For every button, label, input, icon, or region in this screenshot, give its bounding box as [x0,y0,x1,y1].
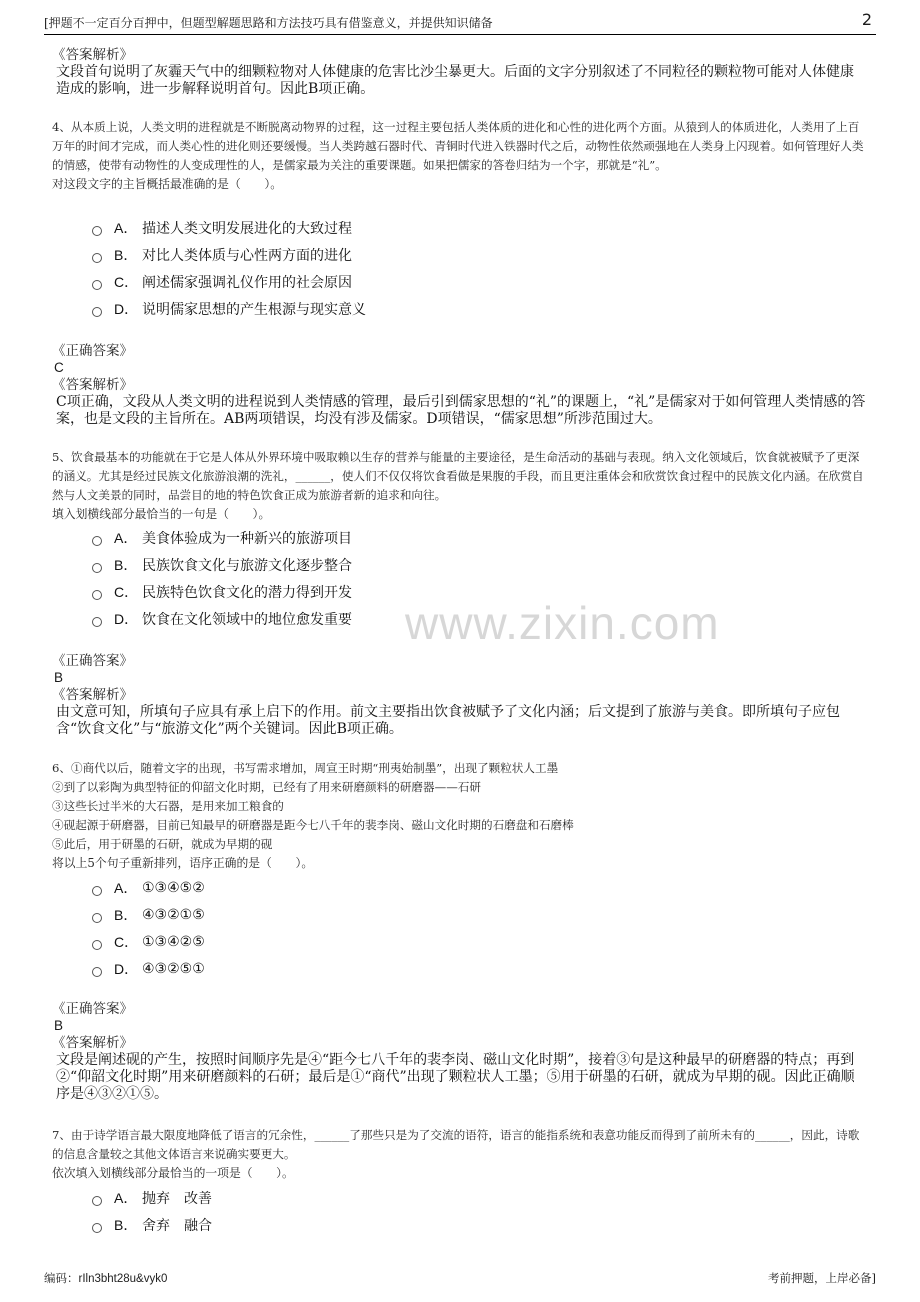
option-text: 抛弃 改善 [142,1190,212,1207]
question-6 [52,759,867,873]
q5-answer: B [54,670,64,685]
option-text: 饮食在文化领域中的地位愈发重要 [142,611,352,628]
q7-option-a[interactable] [92,1184,592,1211]
option-key: D． [114,610,139,627]
option-text: 舍弃 融合 [142,1217,212,1234]
q4-option-b[interactable] [92,241,592,268]
radio-icon[interactable] [92,913,102,923]
option-key: C． [114,273,139,290]
q6-line-5: ⑤此后，用于研墨的石研，就成为早期的砚 [52,837,273,851]
q4-answer-block [52,342,867,428]
q6-answer: B [54,1018,64,1033]
q6-options [92,874,592,982]
option-key: C． [114,583,139,600]
question-4 [52,118,867,194]
footer-slogan: 考前押题，上岸必备] [768,1271,876,1285]
radio-icon[interactable] [92,617,102,627]
radio-icon[interactable] [92,563,102,573]
option-text: 阐述儒家强调礼仪作用的社会原因 [142,274,352,291]
radio-icon[interactable] [92,1196,102,1206]
code-value: rIln3bht28u&vyk0 [78,1273,168,1285]
radio-icon[interactable] [92,590,102,600]
option-text: ①③④⑤② [142,879,205,896]
q6-answer-block [52,1000,867,1103]
option-text: 对比人类体质与心性两方面的进化 [142,247,352,264]
radio-icon[interactable] [92,280,102,290]
option-key: D． [114,300,139,317]
q6-option-c[interactable] [92,928,592,955]
option-key: A． [114,219,138,236]
analysis-label: 《答案解析》 [52,377,133,393]
option-text: 描述人类文明发展进化的大致过程 [142,220,352,237]
option-key: D． [114,960,139,977]
watermark: www.zixin.com [405,597,720,649]
question-7 [52,1126,867,1183]
q4-text: 4、从本质上说，人类文明的进程就是不断脱离动物界的过程，这一过程主要包括人类体质的进化和心性的进化两个方面。从猿到人的体质进化，人类用了上百万年的时间才完成，而人类心性的进化则还要缓慢。当人类跨越石器时代、青铜时代进入铁器时代之后，动物性依然顽强地在人类身上闪现着。如何管理好人类的情感，使带有动物性的人变成理性的人，是儒家最为关注的重要课题。如果把儒家的答卷归结为一个字，那就是“礼”。 [52,120,864,172]
q4-option-a[interactable] [92,214,592,241]
q6-option-d[interactable] [92,955,592,982]
q7-stem: 依次填入划横线部分最恰当的一项是（ ）。 [52,1166,294,1180]
option-key: B． [114,1216,138,1233]
q4-options [92,214,592,322]
correct-answer-label: 《正确答案》 [52,653,133,669]
q5-text: 5、饮食最基本的功能就在于它是人体从外界环境中吸取赖以生存的营养与能量的主要途径，是生命活动的基础与表现。纳入文化领域后，饮食就被赋予了更深的涵义。尤其是经过民族文化旅游浪潮的洗礼，______，使人们不仅仅将饮食看做是果腹的手段，而且更注重体会和欣赏饮食过程中的民族文化内涵。在欣赏自然与人文美景的同时，品尝目的地的特色饮食正成为旅游者新的追求和向往。 [52,450,864,502]
option-key: B． [114,556,138,573]
q7-options [92,1184,592,1238]
q5-options [92,524,592,632]
analysis-label: 《答案解析》 [52,47,133,63]
option-key: B． [114,906,138,923]
option-key: A． [114,1189,138,1206]
page-header [44,12,876,35]
q6-stem: 将以上5个句子重新排列，语序正确的是（ ）。 [52,856,314,870]
page-number: 2 [861,10,872,29]
q6-line-2: ②到了以彩陶为典型特征的仰韶文化时期，已经有了用来研磨颜料的研磨器——石研 [52,780,481,794]
q6-line-3: ③这些长过半米的大石器，是用来加工粮食的 [52,799,284,813]
radio-icon[interactable] [92,253,102,263]
option-key: B． [114,246,138,263]
analysis-label: 《答案解析》 [52,687,133,703]
radio-icon[interactable] [92,967,102,977]
radio-icon[interactable] [92,940,102,950]
header-title: [押题不一定百分百押中，但题型解题思路和方法技巧具有借鉴意义，并提供知识储备 [44,16,493,30]
q5-answer-block [52,652,867,738]
option-text: 美食体验成为一种新兴的旅游项目 [142,530,352,547]
option-key: A． [114,529,138,546]
q4-answer: C [54,360,64,375]
q5-option-b[interactable] [92,551,592,578]
radio-icon[interactable] [92,536,102,546]
q4-analysis: C项正确，文段从人类文明的进程说到人类情感的管理，最后引到儒家思想的“礼”的课题上，“礼”是儒家对于如何管理人类情感的答案，也是文段的主旨所在。AB两项错误，均没有涉及儒家。D项错误，“儒家思想”所涉范围过大。 [56,394,866,427]
q6-option-b[interactable] [92,901,592,928]
option-text: ④③②⑤① [142,960,205,977]
option-text: ①③④②⑤ [142,933,205,950]
q5-analysis: 由文意可知，所填句子应具有承上启下的作用。前文主要指出饮食被赋予了文化内涵；后文提到了旅游与美食。即所填句子应包含“饮食文化”与“旅游文化”两个关键词。因此B项正确。 [56,704,840,737]
option-text: 民族饮食文化与旅游文化逐步整合 [142,557,352,574]
correct-answer-label: 《正确答案》 [52,1001,133,1017]
q6-line-4: ④砚起源于研磨器，目前已知最早的研磨器是距今七八千年的裴李岗、磁山文化时期的石磨盘和石磨棒 [52,818,574,832]
q4-stem: 对这段文字的主旨概括最准确的是（ ）。 [52,177,283,191]
code-label: 编码： [44,1271,79,1285]
q5-option-d[interactable] [92,605,592,632]
option-text: 说明儒家思想的产生根源与现实意义 [142,301,366,318]
correct-answer-label: 《正确答案》 [52,343,133,359]
option-key: C． [114,933,139,950]
document-code [44,1270,167,1286]
q6-analysis: 文段是阐述砚的产生，按照时间顺序先是④“距今七八千年的裴李岗、磁山文化时期”，接着③句是这种最早的研磨器的特点；再到②“仰韶文化时期”用来研磨颜料的石研；最后是①“商代”出现了颗粒状人工墨；⑤用于研墨的石研，就成为早期的砚。因此正确顺序是④③②①⑤。 [56,1052,855,1102]
q6-line-1: 6、①商代以后，随着文字的出现，书写需求增加，周宣王时期“刑夷始制墨”，出现了颗粒状人工墨 [52,761,559,775]
q7-text: 7、由于诗学语言最大限度地降低了语言的冗余性，______了那些只是为了交流的语符，语言的能指系统和表意功能反而得到了前所未有的______，因此，诗歌的信息含量较之其他文体语言来说确实要更大。 [52,1128,860,1161]
q5-option-a[interactable] [92,524,592,551]
q4-option-c[interactable] [92,268,592,295]
question-5 [52,448,867,524]
q5-option-c[interactable] [92,578,592,605]
q7-option-b[interactable] [92,1211,592,1238]
radio-icon[interactable] [92,226,102,236]
option-key: A． [114,879,138,896]
q5-stem: 填入划横线部分最恰当的一句是（ ）。 [52,507,271,521]
radio-icon[interactable] [92,886,102,896]
q6-option-a[interactable] [92,874,592,901]
radio-icon[interactable] [92,307,102,317]
analysis-label: 《答案解析》 [52,1035,133,1051]
radio-icon[interactable] [92,1223,102,1233]
q3-analysis-block [52,46,867,98]
q4-option-d[interactable] [92,295,592,322]
option-text: ④③②①⑤ [142,906,205,923]
option-text: 民族特色饮食文化的潜力得到开发 [142,584,352,601]
q3-analysis: 文段首句说明了灰霾天气中的细颗粒物对人体健康的危害比沙尘暴更大。后面的文字分别叙述了不同粒径的颗粒物可能对人体健康造成的影响，进一步解释说明首句。因此B项正确。 [56,64,854,97]
